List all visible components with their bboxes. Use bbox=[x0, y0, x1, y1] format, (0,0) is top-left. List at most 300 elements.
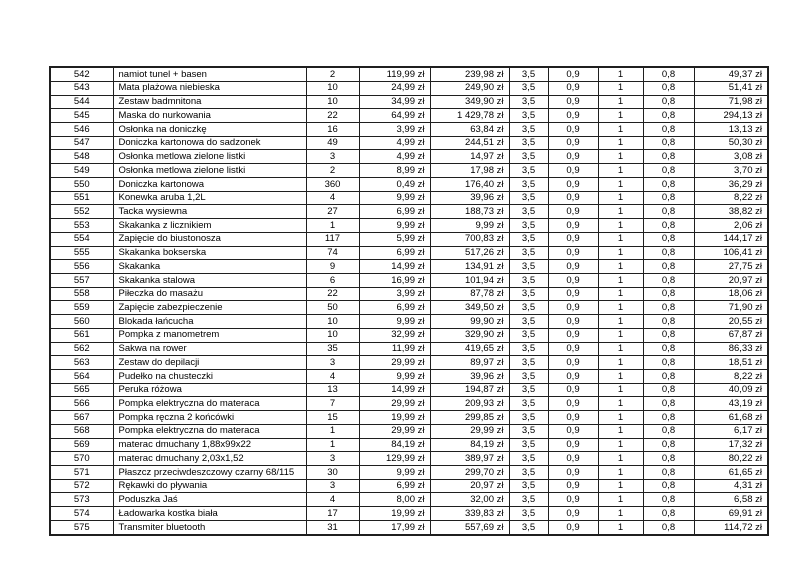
cell-factor-2: 0,9 bbox=[548, 356, 598, 370]
cell-factor-2: 0,9 bbox=[548, 67, 598, 81]
cell-factor-4: 0,8 bbox=[643, 466, 694, 480]
cell-total-price: 39,96 zł bbox=[430, 369, 509, 383]
cell-final-value: 3,08 zł bbox=[694, 150, 768, 164]
table-row bbox=[50, 164, 768, 178]
cell-index: 554 bbox=[50, 232, 113, 246]
cell-quantity: 1 bbox=[306, 219, 359, 233]
cell-factor-4: 0,8 bbox=[643, 273, 694, 287]
cell-quantity: 30 bbox=[306, 466, 359, 480]
cell-final-value: 114,72 zł bbox=[694, 520, 768, 535]
cell-unit-price: 9,99 zł bbox=[359, 466, 430, 480]
cell-quantity: 1 bbox=[306, 424, 359, 438]
cell-factor-2: 0,9 bbox=[548, 232, 598, 246]
cell-final-value: 6,17 zł bbox=[694, 424, 768, 438]
cell-factor-1: 3,5 bbox=[509, 466, 548, 480]
cell-unit-price: 6,99 zł bbox=[359, 246, 430, 260]
cell-final-value: 80,22 zł bbox=[694, 452, 768, 466]
cell-factor-4: 0,8 bbox=[643, 81, 694, 95]
cell-factor-1: 3,5 bbox=[509, 191, 548, 205]
cell-factor-1: 3,5 bbox=[509, 452, 548, 466]
cell-quantity: 10 bbox=[306, 315, 359, 329]
cell-final-value: 69,91 zł bbox=[694, 507, 768, 521]
cell-final-value: 4,31 zł bbox=[694, 479, 768, 493]
cell-final-value: 2,06 zł bbox=[694, 219, 768, 233]
cell-index: 564 bbox=[50, 369, 113, 383]
cell-total-price: 209,93 zł bbox=[430, 397, 509, 411]
cell-unit-price: 64,99 zł bbox=[359, 109, 430, 123]
cell-final-value: 67,87 zł bbox=[694, 328, 768, 342]
cell-quantity: 4 bbox=[306, 191, 359, 205]
cell-factor-4: 0,8 bbox=[643, 150, 694, 164]
cell-factor-3: 1 bbox=[598, 287, 643, 301]
cell-factor-2: 0,9 bbox=[548, 493, 598, 507]
cell-total-price: 9,99 zł bbox=[430, 219, 509, 233]
cell-unit-price: 11,99 zł bbox=[359, 342, 430, 356]
cell-product-name: Zapięcie do biustonosza bbox=[113, 232, 306, 246]
cell-unit-price: 119,99 zł bbox=[359, 67, 430, 81]
cell-total-price: 188,73 zł bbox=[430, 205, 509, 219]
cell-product-name: Doniczka kartonowa do sadzonek bbox=[113, 136, 306, 150]
cell-factor-1: 3,5 bbox=[509, 232, 548, 246]
cell-index: 555 bbox=[50, 246, 113, 260]
cell-quantity: 10 bbox=[306, 328, 359, 342]
table-row bbox=[50, 342, 768, 356]
cell-unit-price: 6,99 zł bbox=[359, 301, 430, 315]
cell-unit-price: 3,99 zł bbox=[359, 287, 430, 301]
cell-quantity: 10 bbox=[306, 81, 359, 95]
cell-unit-price: 19,99 zł bbox=[359, 411, 430, 425]
cell-product-name: Zestaw badmnitona bbox=[113, 95, 306, 109]
cell-index: 553 bbox=[50, 219, 113, 233]
cell-quantity: 17 bbox=[306, 507, 359, 521]
cell-index: 556 bbox=[50, 260, 113, 274]
cell-index: 543 bbox=[50, 81, 113, 95]
cell-unit-price: 4,99 zł bbox=[359, 150, 430, 164]
cell-total-price: 176,40 zł bbox=[430, 177, 509, 191]
cell-factor-1: 3,5 bbox=[509, 219, 548, 233]
cell-factor-1: 3,5 bbox=[509, 123, 548, 137]
cell-factor-3: 1 bbox=[598, 109, 643, 123]
cell-unit-price: 14,99 zł bbox=[359, 260, 430, 274]
cell-factor-3: 1 bbox=[598, 67, 643, 81]
table-row bbox=[50, 273, 768, 287]
cell-index: 549 bbox=[50, 164, 113, 178]
cell-factor-1: 3,5 bbox=[509, 479, 548, 493]
cell-final-value: 18,06 zł bbox=[694, 287, 768, 301]
cell-final-value: 86,33 zł bbox=[694, 342, 768, 356]
cell-final-value: 20,97 zł bbox=[694, 273, 768, 287]
inventory-table bbox=[49, 66, 769, 536]
cell-final-value: 6,58 zł bbox=[694, 493, 768, 507]
cell-index: 551 bbox=[50, 191, 113, 205]
cell-factor-4: 0,8 bbox=[643, 493, 694, 507]
cell-index: 544 bbox=[50, 95, 113, 109]
cell-factor-2: 0,9 bbox=[548, 150, 598, 164]
cell-final-value: 20,55 zł bbox=[694, 315, 768, 329]
cell-product-name: Rękawki do pływania bbox=[113, 479, 306, 493]
cell-quantity: 22 bbox=[306, 287, 359, 301]
cell-factor-4: 0,8 bbox=[643, 95, 694, 109]
cell-total-price: 134,91 zł bbox=[430, 260, 509, 274]
table-row bbox=[50, 232, 768, 246]
cell-index: 566 bbox=[50, 397, 113, 411]
table-row bbox=[50, 301, 768, 315]
cell-index: 547 bbox=[50, 136, 113, 150]
cell-quantity: 49 bbox=[306, 136, 359, 150]
cell-quantity: 2 bbox=[306, 67, 359, 81]
cell-index: 542 bbox=[50, 67, 113, 81]
cell-product-name: Piłeczka do masażu bbox=[113, 287, 306, 301]
cell-unit-price: 32,99 zł bbox=[359, 328, 430, 342]
cell-product-name: namiot tunel + basen bbox=[113, 67, 306, 81]
cell-final-value: 13,13 zł bbox=[694, 123, 768, 137]
cell-final-value: 294,13 zł bbox=[694, 109, 768, 123]
cell-factor-3: 1 bbox=[598, 81, 643, 95]
cell-total-price: 87,78 zł bbox=[430, 287, 509, 301]
cell-index: 552 bbox=[50, 205, 113, 219]
cell-total-price: 700,83 zł bbox=[430, 232, 509, 246]
table-row bbox=[50, 123, 768, 137]
cell-unit-price: 24,99 zł bbox=[359, 81, 430, 95]
cell-factor-1: 3,5 bbox=[509, 150, 548, 164]
cell-total-price: 339,83 zł bbox=[430, 507, 509, 521]
cell-product-name: Zapięcie zabezpieczenie bbox=[113, 301, 306, 315]
table-row bbox=[50, 411, 768, 425]
cell-factor-1: 3,5 bbox=[509, 81, 548, 95]
cell-factor-2: 0,9 bbox=[548, 177, 598, 191]
table-row bbox=[50, 177, 768, 191]
cell-quantity: 3 bbox=[306, 150, 359, 164]
cell-final-value: 18,51 zł bbox=[694, 356, 768, 370]
cell-quantity: 4 bbox=[306, 493, 359, 507]
cell-unit-price: 9,99 zł bbox=[359, 315, 430, 329]
cell-factor-2: 0,9 bbox=[548, 438, 598, 452]
cell-factor-1: 3,5 bbox=[509, 246, 548, 260]
cell-factor-2: 0,9 bbox=[548, 507, 598, 521]
cell-factor-3: 1 bbox=[598, 356, 643, 370]
cell-index: 565 bbox=[50, 383, 113, 397]
cell-product-name: Transmiter bluetooth bbox=[113, 520, 306, 535]
cell-factor-1: 3,5 bbox=[509, 136, 548, 150]
cell-product-name: Płaszcz przeciwdeszczowy czarny 68/115 bbox=[113, 466, 306, 480]
cell-factor-3: 1 bbox=[598, 246, 643, 260]
table-row bbox=[50, 438, 768, 452]
table-row bbox=[50, 150, 768, 164]
cell-factor-4: 0,8 bbox=[643, 205, 694, 219]
cell-index: 575 bbox=[50, 520, 113, 535]
cell-unit-price: 9,99 zł bbox=[359, 369, 430, 383]
cell-factor-3: 1 bbox=[598, 493, 643, 507]
cell-total-price: 32,00 zł bbox=[430, 493, 509, 507]
cell-quantity: 74 bbox=[306, 246, 359, 260]
cell-factor-2: 0,9 bbox=[548, 479, 598, 493]
cell-product-name: Blokada łańcucha bbox=[113, 315, 306, 329]
cell-factor-4: 0,8 bbox=[643, 260, 694, 274]
cell-quantity: 10 bbox=[306, 95, 359, 109]
cell-factor-2: 0,9 bbox=[548, 81, 598, 95]
cell-final-value: 8,22 zł bbox=[694, 191, 768, 205]
cell-factor-4: 0,8 bbox=[643, 520, 694, 535]
cell-factor-4: 0,8 bbox=[643, 369, 694, 383]
cell-quantity: 1 bbox=[306, 438, 359, 452]
cell-product-name: Pompka elektryczna do materaca bbox=[113, 397, 306, 411]
cell-product-name: Pompka ręczna 2 końcówki bbox=[113, 411, 306, 425]
cell-factor-4: 0,8 bbox=[643, 342, 694, 356]
cell-factor-4: 0,8 bbox=[643, 164, 694, 178]
cell-factor-4: 0,8 bbox=[643, 452, 694, 466]
table-row bbox=[50, 507, 768, 521]
cell-factor-4: 0,8 bbox=[643, 438, 694, 452]
cell-factor-4: 0,8 bbox=[643, 315, 694, 329]
cell-factor-3: 1 bbox=[598, 520, 643, 535]
cell-factor-2: 0,9 bbox=[548, 123, 598, 137]
cell-total-price: 349,50 zł bbox=[430, 301, 509, 315]
cell-total-price: 249,90 zł bbox=[430, 81, 509, 95]
table-row bbox=[50, 452, 768, 466]
cell-quantity: 13 bbox=[306, 383, 359, 397]
cell-factor-2: 0,9 bbox=[548, 136, 598, 150]
cell-unit-price: 6,99 zł bbox=[359, 205, 430, 219]
cell-unit-price: 17,99 zł bbox=[359, 520, 430, 535]
cell-total-price: 389,97 zł bbox=[430, 452, 509, 466]
cell-total-price: 244,51 zł bbox=[430, 136, 509, 150]
table-row bbox=[50, 520, 768, 535]
cell-factor-2: 0,9 bbox=[548, 191, 598, 205]
cell-factor-4: 0,8 bbox=[643, 328, 694, 342]
cell-final-value: 50,30 zł bbox=[694, 136, 768, 150]
cell-product-name: Osłonka na doniczkę bbox=[113, 123, 306, 137]
cell-total-price: 17,98 zł bbox=[430, 164, 509, 178]
cell-unit-price: 14,99 zł bbox=[359, 383, 430, 397]
table-row bbox=[50, 95, 768, 109]
table-row bbox=[50, 493, 768, 507]
cell-factor-2: 0,9 bbox=[548, 260, 598, 274]
inventory-table-body bbox=[50, 67, 768, 535]
cell-factor-4: 0,8 bbox=[643, 507, 694, 521]
table-row bbox=[50, 219, 768, 233]
cell-factor-4: 0,8 bbox=[643, 67, 694, 81]
cell-final-value: 17,32 zł bbox=[694, 438, 768, 452]
cell-factor-2: 0,9 bbox=[548, 369, 598, 383]
cell-factor-3: 1 bbox=[598, 301, 643, 315]
table-row bbox=[50, 328, 768, 342]
cell-total-price: 89,97 zł bbox=[430, 356, 509, 370]
cell-factor-3: 1 bbox=[598, 369, 643, 383]
cell-quantity: 360 bbox=[306, 177, 359, 191]
cell-unit-price: 8,99 zł bbox=[359, 164, 430, 178]
table-row bbox=[50, 466, 768, 480]
cell-factor-4: 0,8 bbox=[643, 397, 694, 411]
cell-final-value: 36,29 zł bbox=[694, 177, 768, 191]
cell-total-price: 39,96 zł bbox=[430, 191, 509, 205]
cell-factor-3: 1 bbox=[598, 383, 643, 397]
cell-index: 548 bbox=[50, 150, 113, 164]
cell-factor-1: 3,5 bbox=[509, 315, 548, 329]
cell-factor-3: 1 bbox=[598, 342, 643, 356]
cell-quantity: 3 bbox=[306, 479, 359, 493]
cell-factor-2: 0,9 bbox=[548, 219, 598, 233]
cell-total-price: 349,90 zł bbox=[430, 95, 509, 109]
cell-product-name: Sakwa na rower bbox=[113, 342, 306, 356]
cell-unit-price: 8,00 zł bbox=[359, 493, 430, 507]
cell-factor-1: 3,5 bbox=[509, 328, 548, 342]
cell-product-name: Skakanka bokserska bbox=[113, 246, 306, 260]
cell-final-value: 71,90 zł bbox=[694, 301, 768, 315]
cell-unit-price: 29,99 zł bbox=[359, 424, 430, 438]
cell-unit-price: 29,99 zł bbox=[359, 356, 430, 370]
cell-total-price: 14,97 zł bbox=[430, 150, 509, 164]
cell-factor-2: 0,9 bbox=[548, 328, 598, 342]
cell-total-price: 299,70 zł bbox=[430, 466, 509, 480]
cell-product-name: Doniczka kartonowa bbox=[113, 177, 306, 191]
cell-product-name: Ładowarka kostka biała bbox=[113, 507, 306, 521]
cell-factor-1: 3,5 bbox=[509, 369, 548, 383]
cell-product-name: Peruka różowa bbox=[113, 383, 306, 397]
cell-unit-price: 6,99 zł bbox=[359, 479, 430, 493]
cell-factor-3: 1 bbox=[598, 136, 643, 150]
cell-index: 572 bbox=[50, 479, 113, 493]
table-row bbox=[50, 109, 768, 123]
table-row bbox=[50, 191, 768, 205]
cell-final-value: 144,17 zł bbox=[694, 232, 768, 246]
table-row bbox=[50, 67, 768, 81]
cell-factor-3: 1 bbox=[598, 205, 643, 219]
cell-factor-3: 1 bbox=[598, 507, 643, 521]
cell-index: 560 bbox=[50, 315, 113, 329]
cell-factor-1: 3,5 bbox=[509, 109, 548, 123]
cell-total-price: 29,99 zł bbox=[430, 424, 509, 438]
cell-factor-2: 0,9 bbox=[548, 273, 598, 287]
cell-product-name: Pudełko na chusteczki bbox=[113, 369, 306, 383]
cell-product-name: Pompka elektryczna do materaca bbox=[113, 424, 306, 438]
table-row bbox=[50, 424, 768, 438]
cell-product-name: materac dmuchany 2,03x1,52 bbox=[113, 452, 306, 466]
cell-factor-4: 0,8 bbox=[643, 246, 694, 260]
table-row bbox=[50, 479, 768, 493]
cell-index: 561 bbox=[50, 328, 113, 342]
cell-factor-1: 3,5 bbox=[509, 67, 548, 81]
cell-index: 546 bbox=[50, 123, 113, 137]
cell-factor-4: 0,8 bbox=[643, 424, 694, 438]
cell-quantity: 3 bbox=[306, 452, 359, 466]
cell-unit-price: 9,99 zł bbox=[359, 191, 430, 205]
cell-factor-3: 1 bbox=[598, 466, 643, 480]
cell-final-value: 61,65 zł bbox=[694, 466, 768, 480]
cell-final-value: 43,19 zł bbox=[694, 397, 768, 411]
cell-factor-3: 1 bbox=[598, 328, 643, 342]
cell-factor-4: 0,8 bbox=[643, 232, 694, 246]
cell-factor-1: 3,5 bbox=[509, 177, 548, 191]
cell-factor-2: 0,9 bbox=[548, 466, 598, 480]
cell-final-value: 3,70 zł bbox=[694, 164, 768, 178]
cell-unit-price: 19,99 zł bbox=[359, 507, 430, 521]
cell-factor-1: 3,5 bbox=[509, 342, 548, 356]
cell-factor-2: 0,9 bbox=[548, 411, 598, 425]
cell-quantity: 2 bbox=[306, 164, 359, 178]
cell-product-name: materac dmuchany 1,88x99x22 bbox=[113, 438, 306, 452]
cell-factor-2: 0,9 bbox=[548, 315, 598, 329]
cell-factor-3: 1 bbox=[598, 479, 643, 493]
table-row bbox=[50, 81, 768, 95]
cell-factor-2: 0,9 bbox=[548, 520, 598, 535]
cell-product-name: Mata plażowa niebieska bbox=[113, 81, 306, 95]
cell-index: 567 bbox=[50, 411, 113, 425]
cell-quantity: 7 bbox=[306, 397, 359, 411]
cell-factor-3: 1 bbox=[598, 411, 643, 425]
cell-factor-2: 0,9 bbox=[548, 246, 598, 260]
cell-factor-3: 1 bbox=[598, 424, 643, 438]
cell-factor-3: 1 bbox=[598, 150, 643, 164]
cell-unit-price: 9,99 zł bbox=[359, 219, 430, 233]
cell-product-name: Osłonka metlowa zielone listki bbox=[113, 150, 306, 164]
cell-product-name: Poduszka Jaś bbox=[113, 493, 306, 507]
cell-factor-2: 0,9 bbox=[548, 424, 598, 438]
cell-factor-1: 3,5 bbox=[509, 260, 548, 274]
cell-unit-price: 3,99 zł bbox=[359, 123, 430, 137]
cell-product-name: Skakanka z licznikiem bbox=[113, 219, 306, 233]
cell-factor-3: 1 bbox=[598, 452, 643, 466]
cell-factor-1: 3,5 bbox=[509, 507, 548, 521]
cell-factor-4: 0,8 bbox=[643, 136, 694, 150]
cell-final-value: 8,22 zł bbox=[694, 369, 768, 383]
cell-factor-3: 1 bbox=[598, 260, 643, 274]
cell-index: 563 bbox=[50, 356, 113, 370]
cell-factor-1: 3,5 bbox=[509, 493, 548, 507]
cell-index: 550 bbox=[50, 177, 113, 191]
cell-index: 545 bbox=[50, 109, 113, 123]
cell-factor-4: 0,8 bbox=[643, 287, 694, 301]
cell-factor-1: 3,5 bbox=[509, 164, 548, 178]
cell-factor-4: 0,8 bbox=[643, 177, 694, 191]
cell-total-price: 329,90 zł bbox=[430, 328, 509, 342]
cell-product-name: Osłonka metlowa zielone listki bbox=[113, 164, 306, 178]
table-row bbox=[50, 287, 768, 301]
table-row bbox=[50, 397, 768, 411]
cell-factor-1: 3,5 bbox=[509, 287, 548, 301]
cell-total-price: 20,97 zł bbox=[430, 479, 509, 493]
cell-factor-2: 0,9 bbox=[548, 383, 598, 397]
cell-factor-4: 0,8 bbox=[643, 301, 694, 315]
table-row bbox=[50, 246, 768, 260]
cell-product-name: Tacka wysiewna bbox=[113, 205, 306, 219]
cell-unit-price: 5,99 zł bbox=[359, 232, 430, 246]
cell-total-price: 84,19 zł bbox=[430, 438, 509, 452]
cell-factor-3: 1 bbox=[598, 438, 643, 452]
cell-factor-1: 3,5 bbox=[509, 397, 548, 411]
cell-total-price: 101,94 zł bbox=[430, 273, 509, 287]
cell-quantity: 4 bbox=[306, 369, 359, 383]
cell-quantity: 6 bbox=[306, 273, 359, 287]
cell-quantity: 3 bbox=[306, 356, 359, 370]
table-row bbox=[50, 315, 768, 329]
cell-final-value: 49,37 zł bbox=[694, 67, 768, 81]
cell-factor-4: 0,8 bbox=[643, 356, 694, 370]
cell-factor-3: 1 bbox=[598, 273, 643, 287]
cell-quantity: 50 bbox=[306, 301, 359, 315]
cell-factor-4: 0,8 bbox=[643, 191, 694, 205]
cell-factor-2: 0,9 bbox=[548, 397, 598, 411]
cell-total-price: 1 429,78 zł bbox=[430, 109, 509, 123]
cell-factor-3: 1 bbox=[598, 177, 643, 191]
cell-total-price: 194,87 zł bbox=[430, 383, 509, 397]
cell-factor-2: 0,9 bbox=[548, 342, 598, 356]
cell-factor-3: 1 bbox=[598, 123, 643, 137]
cell-factor-2: 0,9 bbox=[548, 164, 598, 178]
cell-factor-2: 0,9 bbox=[548, 109, 598, 123]
cell-total-price: 557,69 zł bbox=[430, 520, 509, 535]
cell-product-name: Konewka aruba 1,2L bbox=[113, 191, 306, 205]
cell-factor-4: 0,8 bbox=[643, 479, 694, 493]
